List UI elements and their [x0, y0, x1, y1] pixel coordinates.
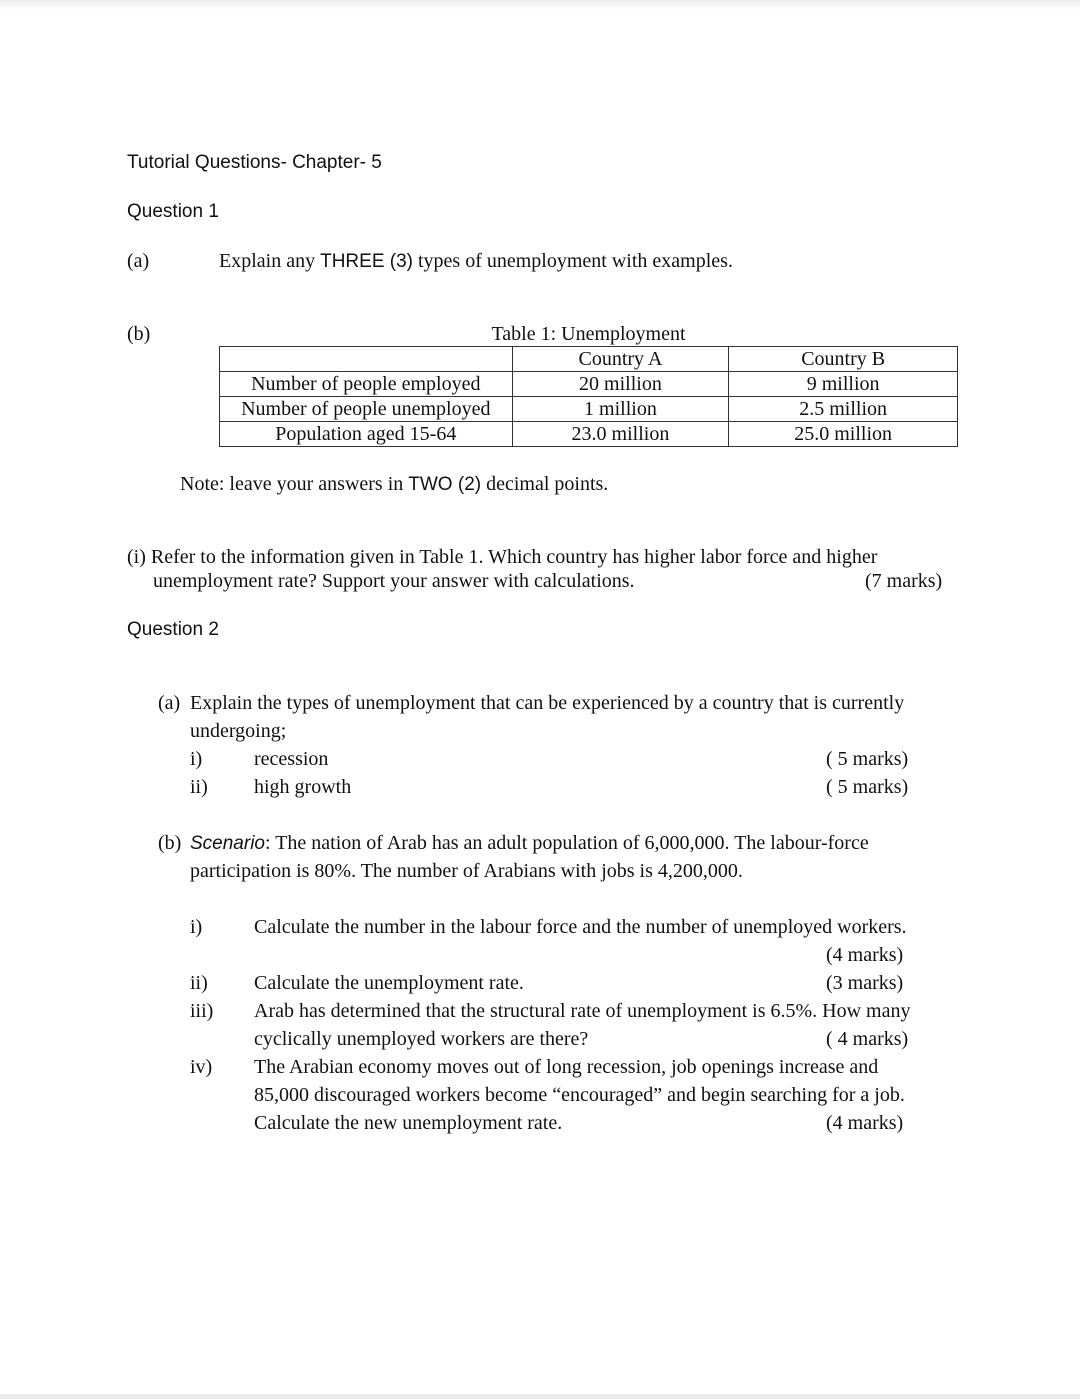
q2-a-item-marks: ( 5 marks) [826, 776, 909, 798]
question-2-heading: Question 2 [127, 619, 219, 640]
table-cell: 2.5 million [729, 397, 958, 422]
table-header-cell: Country B [729, 347, 958, 372]
scenario-label: Scenario [190, 833, 265, 854]
table-cell: Number of people unemployed [220, 397, 513, 422]
table-header-cell: Country A [512, 347, 729, 372]
page-top-shadow [0, 0, 1080, 10]
q2-b-item-marks: (4 marks) [826, 1112, 904, 1134]
q1-b-label: (b) [127, 323, 151, 345]
q2-b-item-text: Calculate the new unemployment rate. [254, 1112, 563, 1134]
q2-b-item-num: ii) [190, 972, 208, 994]
document-title: Tutorial Questions- Chapter- 5 [127, 152, 382, 173]
q1-a-text: Explain any THREE (3) types of unemployment with examples. [219, 250, 733, 272]
q1-a-label: (a) [127, 250, 150, 272]
table-cell: 1 million [512, 397, 729, 422]
note-emphasis: TWO (2) [408, 474, 482, 495]
q2-a-item-marks: ( 5 marks) [826, 748, 909, 770]
q2-b-line2: participation is 80%. The number of Arabians with jobs is 4,200,000. [190, 860, 743, 882]
note-text: Note: leave your answers in TWO (2) decimal points. [180, 473, 609, 495]
q2-a-item-text: recession [254, 748, 329, 770]
table-cell: 23.0 million [512, 422, 729, 447]
q2-b-item-marks: ( 4 marks) [826, 1028, 909, 1050]
q2-a-line1: Explain the types of unemployment that can be experienced by a country that is currently [190, 692, 905, 714]
q1-i-marks: (7 marks) [865, 570, 943, 592]
table-cell: 20 million [512, 372, 729, 397]
table-caption: Table 1: Unemployment [491, 323, 686, 345]
q2-a-label: (a) [158, 692, 181, 714]
table-cell: 25.0 million [729, 422, 958, 447]
table-header-row [220, 347, 958, 372]
q2-a-item-num: i) [190, 748, 203, 770]
q2-b-line1: Scenario: The nation of Arab has an adult population of 6,000,000. The labour-force [190, 832, 869, 854]
q1-a-emphasis: THREE (3) [320, 251, 413, 272]
table-row [220, 397, 958, 422]
q2-a-item-text: high growth [254, 776, 352, 798]
q2-b-item-num: i) [190, 916, 203, 938]
q2-b-item-text: Calculate the unemployment rate. [254, 972, 524, 994]
q2-b-item-marks: (4 marks) [826, 944, 904, 966]
table-cell: Population aged 15-64 [220, 422, 513, 447]
q2-b-item-text: 85,000 discouraged workers become “encouraged” and begin searching for a job. [254, 1084, 905, 1106]
page-bottom-edge [0, 1394, 1080, 1399]
q2-b-item-num: iv) [190, 1056, 213, 1078]
table-cell: 9 million [729, 372, 958, 397]
q2-b-item-text: Calculate the number in the labour force and the number of unemployed workers. [254, 916, 907, 938]
q1-i-line1: (i) Refer to the information given in Table 1. Which country has higher labor force and higher [127, 546, 878, 568]
q2-b-item-marks: (3 marks) [826, 972, 904, 994]
table-cell: Number of people employed [220, 372, 513, 397]
q2-b-item-num: iii) [190, 1000, 214, 1022]
q2-a-item-num: ii) [190, 776, 208, 798]
table-header-cell [220, 347, 513, 372]
q2-b-item-text: Arab has determined that the structural rate of unemployment is 6.5%. How many [254, 1000, 911, 1022]
q2-b-item-text: The Arabian economy moves out of long recession, job openings increase and [254, 1056, 879, 1078]
table-row [220, 422, 958, 447]
q2-a-line2: undergoing; [190, 720, 287, 742]
question-1-heading: Question 1 [127, 201, 219, 222]
unemployment-table [219, 346, 958, 447]
q2-b-item-text: cyclically unemployed workers are there? [254, 1028, 589, 1050]
table-row [220, 372, 958, 397]
q1-i-line2: unemployment rate? Support your answer with calculations. [153, 570, 635, 592]
q2-b-label: (b) [158, 832, 182, 854]
